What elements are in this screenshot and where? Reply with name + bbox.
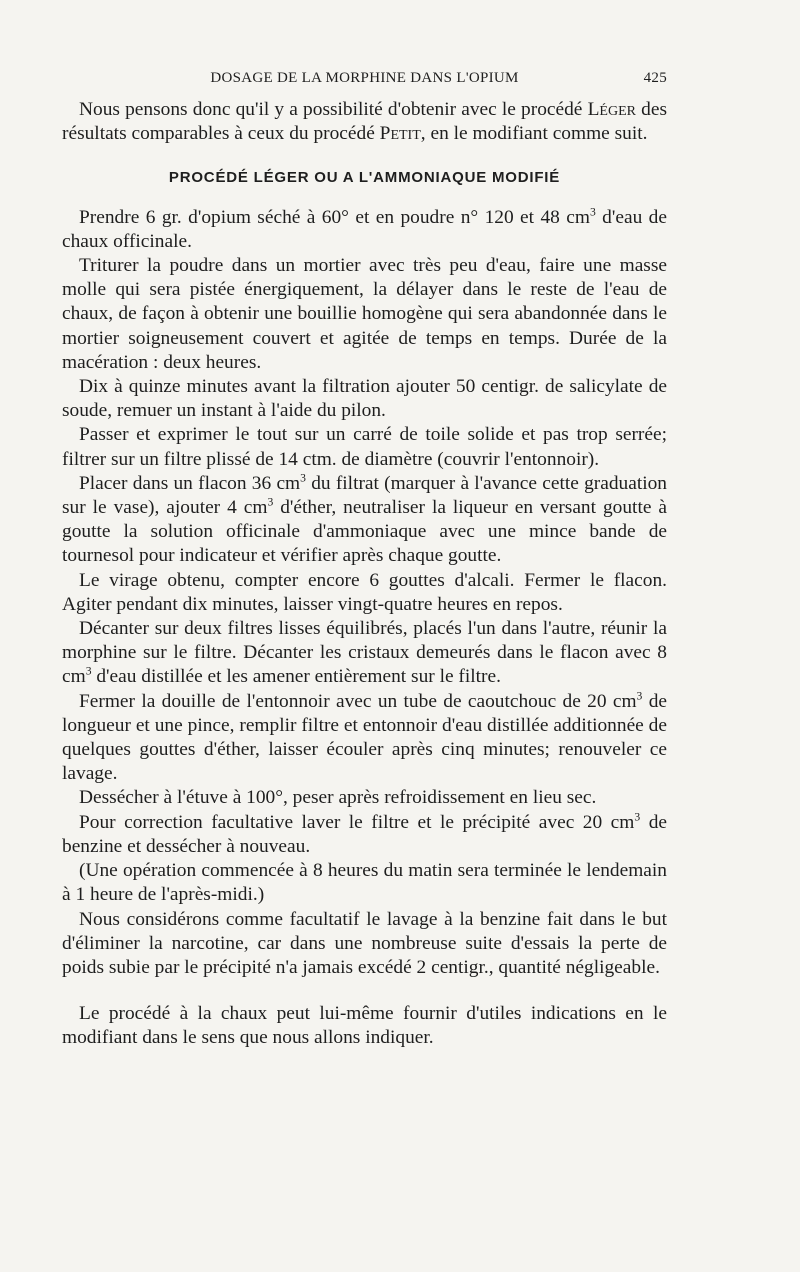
paragraph-10: Pour correction facultative laver le filtre et le précipité avec 20 $cm^3$ de benzine et dessécher à nouveau. bbox=[62, 810, 668, 857]
paragraph-7: Décanter sur deux filtres lisses équilibrés, placés l'un dans l'autre, réunir la morphine sur le filtre. Décanter les cristaux demeurés dans le flacon avec 8 $cm^3$ d'eau distillée et les amener entièrement sur le filtre. bbox=[62, 618, 667, 688]
paragraph-6: Le virage obtenu, compter encore 6 gouttes d'alcali. Fermer le flacon. Agiter pendant dix minutes, laisser vingt-quatre heures en repos. bbox=[62, 569, 667, 615]
running-title: DOSAGE DE LA MORPHINE DANS L'OPIUM bbox=[210, 70, 519, 86]
paragraph-1: Prendre 6 gr. d'opium séché à 60° et en poudre n° 120 et 48 $cm^3$ d'eau de chaux officinale. bbox=[62, 205, 667, 252]
author-name-leger: Léger bbox=[587, 99, 636, 120]
intro-paragraph: Nous pensons donc qu'il y a possibilité d'obtenir avec le procédé Léger des résultats comparables à ceux du procédé Petit, en le modifiant comme suit. bbox=[62, 99, 667, 145]
paragraph-12: Nous considérons comme facultatif le lavage à la benzine fait dans le but d'éliminer la narcotine, car dans une nombreuse suite d'essais la perte de poids subie par le précipité n'a jamais excédé 2 centigr., quantité négligeable. bbox=[62, 908, 667, 978]
paragraph-5: Placer dans un flacon 36 $cm^3$ du filtrat (marquer à l'avance cette graduation sur le vase), ajouter 4 $cm^3$ d'éther, neutraliser la liqueur en versant goutte à goutte la solution officinale d'ammoniaque avec une mince bande de tournesol pour indicateur et vérifier après chaque goutte. bbox=[62, 471, 667, 567]
paragraph-gap bbox=[62, 980, 667, 1002]
paragraph-9: Dessécher à l'étuve à 100°, peser après refroidissement en lieu sec. bbox=[79, 787, 597, 809]
paragraph-13: Le procédé à la chaux peut lui-même fournir d'utiles indications en le modifiant dans le sens que nous allons indiquer. bbox=[62, 1003, 667, 1049]
running-header bbox=[62, 70, 667, 90]
paragraph-3: Dix à quinze minutes avant la filtration ajouter 50 centigr. de salicylate de soude, remuer un instant à l'aide du pilon. bbox=[62, 376, 667, 422]
body-text bbox=[62, 98, 667, 1051]
paragraph-8: Fermer la douille de l'entonnoir avec un tube de caoutchouc de 20 $cm^3$ de longueur et une pince, remplir filtre et entonnoir d'eau distillée additionnée de quelques gouttes d'éther, laisser écouler après cinq minutes; renouveler ce lavage. bbox=[62, 689, 667, 785]
page-number: 425 bbox=[643, 70, 667, 86]
section-heading: PROCÉDÉ LÉGER OU A L'AMMONIAQUE MODIFIÉ bbox=[168, 169, 561, 187]
author-name-petit: Petit bbox=[379, 123, 421, 145]
paragraph-2: Triturer la poudre dans un mortier avec très peu d'eau, faire une masse molle qui sera pistée énergiquement, la délayer dans le reste de l'eau de chaux, de façon à obtenir une bouillie homogène qui sera abandonnée dans le mortier soigneusement couvert et agitée de temps en temps. Durée de la macération : deux heures. bbox=[62, 255, 667, 373]
paragraph-4: Passer et exprimer le tout sur un carré de toile solide et pas trop serrée; filtrer sur un filtre plissé de 14 ctm. de diamètre (couvrir l'entonnoir). bbox=[62, 424, 667, 470]
paragraph-11: (Une opération commencée à 8 heures du matin sera terminée le lendemain à 1 heure de l'après-midi.) bbox=[62, 860, 667, 906]
